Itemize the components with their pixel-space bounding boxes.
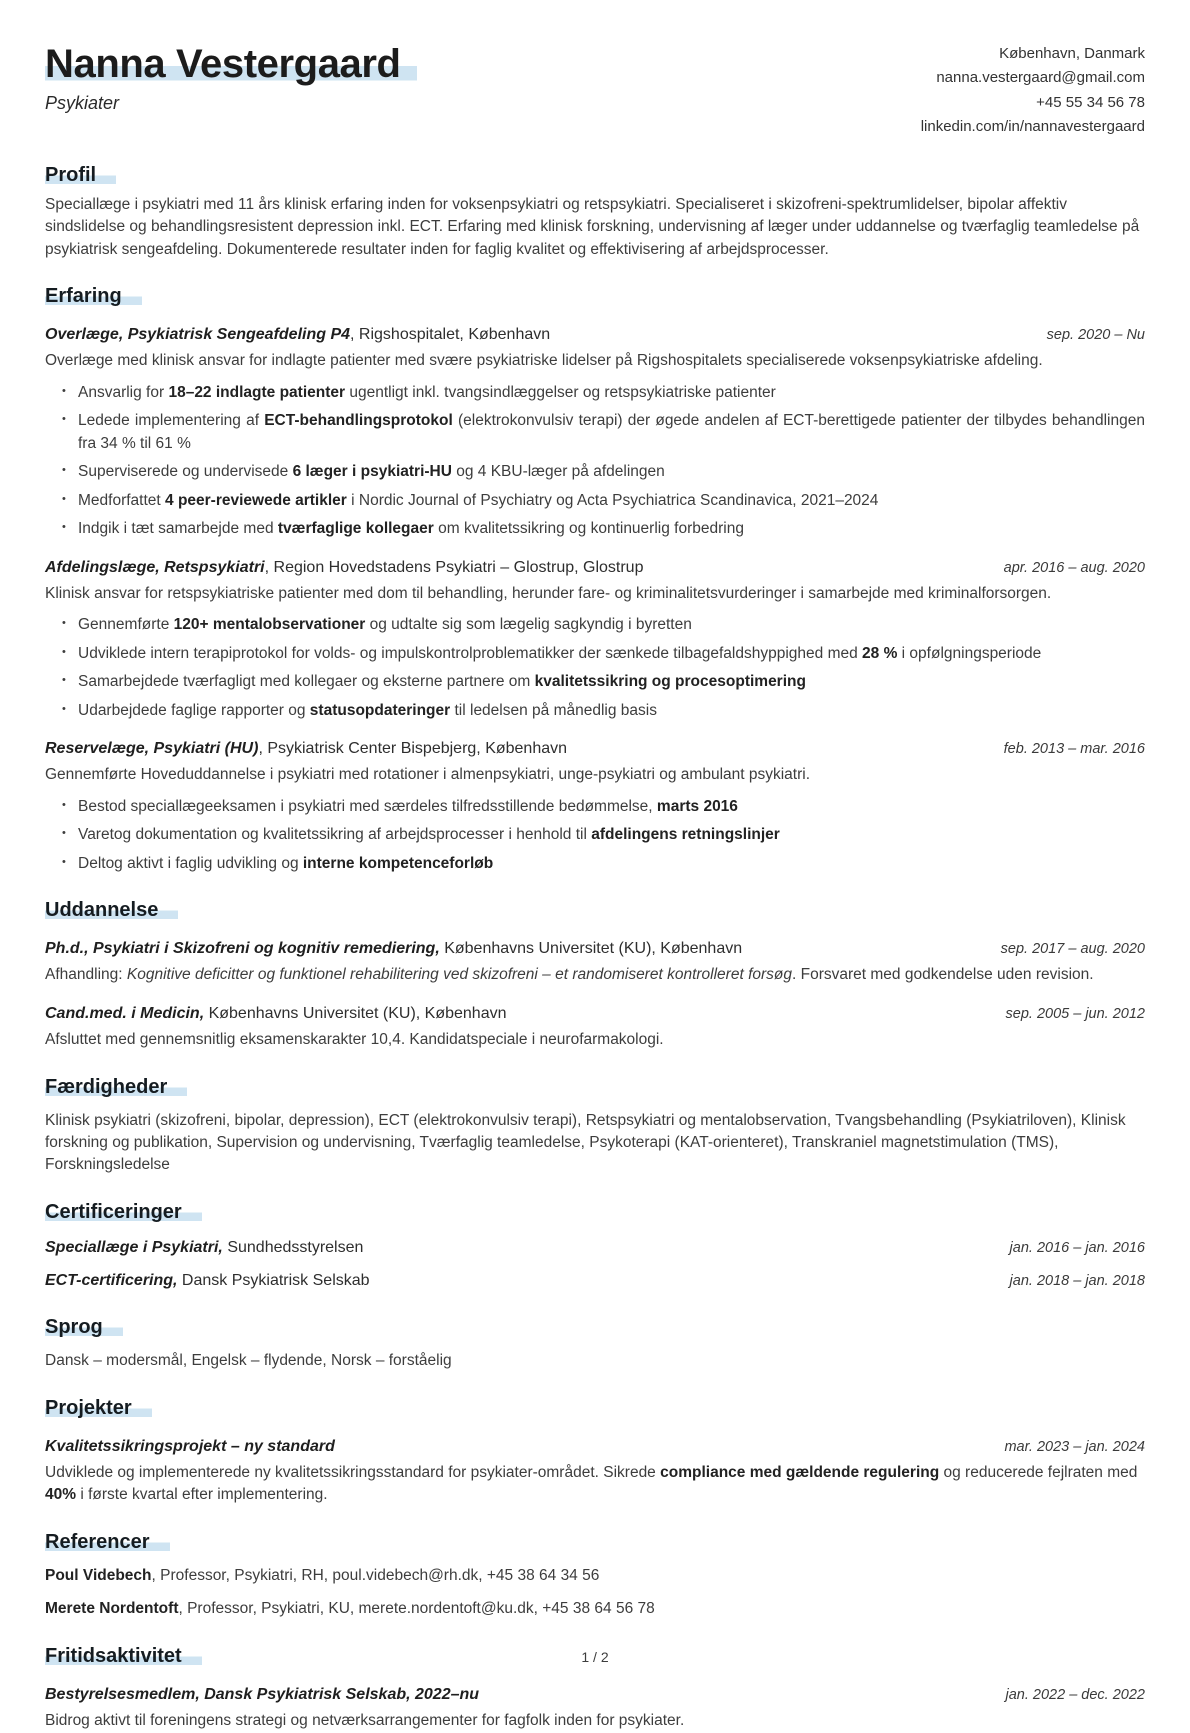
entry-title: ECT-certificering, Dansk Psykiatrisk Selskab	[45, 1272, 370, 1290]
bullet-item: • Indgik i tæt samarbejde med tværfaglige kollegaer om kvalitetssikring og kontinuerlig forbedring	[62, 518, 1145, 540]
education-entry	[45, 937, 1145, 987]
section-heading-fritidsaktivitet: Fritidsaktivitet	[45, 1644, 1145, 1668]
section-heading-referencer: Referencer	[45, 1530, 1145, 1554]
bullet-item: • Medforfattet 4 peer-reviewede artikler i Nordic Journal of Psychiatry og Acta Psychiatrica Scandinavica, 2021–2024	[62, 490, 1145, 512]
entry-head	[45, 1269, 1145, 1292]
contact-email: nanna.vestergaard@gmail.com	[936, 69, 1145, 87]
section-heading-erfaring: Erfaring	[45, 284, 1145, 308]
entry-dates: sep. 2020 – Nu	[1046, 327, 1145, 344]
reference-entry: Merete Nordentoft, Professor, Psykiatri, KU, merete.nordentoft@ku.dk, +45 38 64 56 78	[45, 1600, 655, 1618]
person-name-highlight: Nanna Vestergaard	[45, 42, 417, 86]
section-heading-faerdigheder: Færdigheder	[45, 1075, 1145, 1099]
entry-summary: Gennemførte Hoveduddannelse i psykiatri med rotationer i almenpsykiatri, unge-psykiatri og ambulant psykiatri.	[45, 766, 811, 784]
entry-title: Reservelæge, Psykiatri (HU), Psykiatrisk Center Bispebjerg, København	[45, 740, 568, 758]
entry-head	[45, 1683, 1145, 1706]
entry-summary: Klinisk ansvar for retspsykiatriske patienter med dom til behandling, herunder fare- og kriminalitetsvurderinger i samarbejde med kriminalforsorgen.	[45, 584, 1052, 602]
entry-dates: jan. 2022 – dec. 2022	[1005, 1686, 1145, 1703]
entry-head	[45, 323, 1145, 346]
section-heading-projekter: Projekter	[45, 1396, 1145, 1420]
section-heading-uddannelse: Uddannelse	[45, 898, 1145, 922]
bullet-item: • Udviklede intern terapiprotokol for volds- og impulskontrolproblematikker der sænkede tilbagefaldshyppighed med 28 % i opfølgningsperiode	[62, 643, 1145, 665]
contact-block	[921, 42, 1145, 140]
entry-head	[45, 1002, 1145, 1025]
header	[45, 42, 1145, 140]
entry-description: Bidrog aktivt til foreningens strategi og netværksarrangementer for fagfolk inden for psykiater.	[45, 1712, 685, 1730]
section-uddannelse	[45, 898, 1145, 1051]
entry-title: Bestyrelsesmedlem, Dansk Psykiatrisk Selskab, 2022–nu	[45, 1685, 480, 1703]
bullet-item: • Ansvarlig for 18–22 indlagte patienter ugentligt inkl. tvangsindlæggelser og retspsykiatriske patienter	[62, 382, 1145, 404]
entry-dates: mar. 2023 – jan. 2024	[1004, 1438, 1145, 1455]
profil-text: Speciallæge i psykiatri med 11 års klinisk erfaring inden for voksenpsykiatri og retspsykiatri. Specialiseret i skizofreni-spektrumlidelser, bipolar affektiv sindslidelse og behandlingsresistent depression inkl. ECT. Erfaring med klinisk forskning, undervisning af læger under uddannelse og tværfaglig teamledelse på psykiatrisk sengeafdeling. Dokumenterede resultater inden for faglig kvalitet og effektivisering af arbejdsprocesser.	[45, 195, 1140, 258]
entry-description: Afhandling: Kognitive deficitter og funktionel rehabilitering ved skizofreni – et randomiseret kontrolleret forsøg. Forsvaret med godkendelse uden revision.	[45, 966, 1094, 984]
bullet-list	[45, 796, 1145, 875]
entry-head	[45, 737, 1145, 760]
bullet-item: • Samarbejdede tværfagligt med kollegaer og eksterne partnere om kvalitetssikring og procesoptimering	[62, 671, 1145, 693]
bullet-item: • Udarbejdede faglige rapporter og statusopdateringer til ledelsen på månedlig basis	[62, 700, 1145, 722]
languages-text: Dansk – modersmål, Engelsk – flydende, Norsk – forståelig	[45, 1352, 452, 1370]
activity-entry	[45, 1683, 1145, 1733]
entry-head	[45, 1236, 1145, 1259]
contact-linkedin: linkedin.com/in/nannavestergaard	[920, 118, 1145, 136]
bullet-item: • Bestod speciallægeeksamen i psykiatri med særdeles tilfredsstillende bedømmelse, marts 2016	[62, 796, 1145, 818]
entry-title: Cand.med. i Medicin, Københavns Universitet (KU), København	[45, 1004, 507, 1022]
bullet-item: • Gennemførte 120+ mentalobservationer og udtalte sig som lægelig sagkyndig i byretten	[62, 614, 1145, 636]
entry-description: Udviklede og implementerede ny kvalitetssikringsstandard for psykiater-området. Sikrede compliance med gældende regulering og reducerede fejlraten med 40% i første kvartal efter implementering.	[45, 1463, 1138, 1504]
bullet-list	[45, 382, 1145, 541]
entry-dates: jan. 2016 – jan. 2016	[1009, 1239, 1145, 1256]
experience-entry	[45, 323, 1145, 540]
certification-entry	[45, 1236, 1145, 1259]
skills-text: Klinisk psykiatri (skizofreni, bipolar, depression), ECT (elektrokonvulsiv terapi), Retspsykiatri og mentalobservation, Tvangsbehandling (Psykiatriloven), Klinisk forskning og publikation, Supervision og undervisning, Tværfaglig teamledelse, Psykoterapi (KAT-orienteret), Transkraniel magnetstimulation (TMS), Forskningsledelse	[45, 1111, 1126, 1174]
entry-dates: jan. 2018 – jan. 2018	[1009, 1273, 1145, 1290]
entry-dates: apr. 2016 – aug. 2020	[1003, 559, 1145, 576]
entry-summary: Overlæge med klinisk ansvar for indlagte patienter med svære psykiatriske lidelser på Rigshospitalets specialiserede voksenpsykiatriske afdeling.	[45, 352, 1043, 370]
section-faerdigheder	[45, 1075, 1145, 1177]
person-job-title: Psykiater	[45, 92, 120, 113]
section-heading-certificeringer: Certificeringer	[45, 1200, 1145, 1224]
entry-title: Speciallæge i Psykiatri, Sundhedsstyrelsen	[45, 1238, 364, 1256]
bullet-list	[45, 614, 1145, 722]
bullet-item: • Varetog dokumentation og kvalitetssikring af arbejdsprocesser i henhold til afdelingens retningslinjer	[62, 824, 1145, 846]
section-heading-profil: Profil	[45, 163, 1145, 187]
reference-entry: Poul Videbech, Professor, Psykiatri, RH, poul.videbech@rh.dk, +45 38 64 34 56	[45, 1566, 600, 1584]
project-entry	[45, 1435, 1145, 1507]
entry-dates: sep. 2005 – jun. 2012	[1005, 1005, 1145, 1022]
experience-entry	[45, 556, 1145, 723]
page-number: 1 / 2	[581, 1648, 609, 1665]
entry-head	[45, 1435, 1145, 1458]
section-sprog	[45, 1315, 1145, 1372]
section-erfaring	[45, 284, 1145, 875]
entry-title: Overlæge, Psykiatrisk Sengeafdeling P4, Rigshospitalet, København	[45, 326, 551, 344]
entry-head	[45, 556, 1145, 579]
entry-title: Ph.d., Psykiatri i Skizofreni og kognitiv remediering, Københavns Universitet (KU), København	[45, 940, 743, 958]
bullet-item: • Ledede implementering af ECT-behandlingsprotokol (elektrokonvulsiv terapi) der øgede andelen af ECT-berettigede patienter der tilbydes behandlingen fra 34 % til 61 %	[62, 410, 1145, 455]
certification-entry	[45, 1269, 1145, 1292]
contact-phone: +45 55 34 56 78	[1036, 93, 1145, 111]
entry-head	[45, 937, 1145, 960]
header-identity	[45, 42, 417, 116]
section-projekter	[45, 1396, 1145, 1507]
bullet-item: • Superviserede og undervisede 6 læger i psykiatri-HU og 4 KBU-læger på afdelingen	[62, 461, 1145, 483]
person-name	[45, 42, 417, 87]
bullet-item: • Deltog aktivt i faglig udvikling og interne kompetenceforløb	[62, 853, 1145, 875]
entry-description: Afsluttet med gennemsnitlig eksamenskarakter 10,4. Kandidatspeciale i neurofarmakologi.	[45, 1031, 664, 1049]
entry-title: Afdelingslæge, Retspsykiatri, Region Hovedstadens Psykiatri – Glostrup, Glostrup	[45, 558, 644, 576]
section-profil	[45, 163, 1145, 261]
section-referencer	[45, 1530, 1145, 1621]
entry-dates: sep. 2017 – aug. 2020	[1000, 941, 1145, 958]
section-heading-sprog: Sprog	[45, 1315, 1145, 1339]
entry-title: Kvalitetssikringsprojekt – ny standard	[45, 1437, 335, 1455]
contact-location: København, Danmark	[999, 45, 1145, 62]
education-entry	[45, 1002, 1145, 1052]
experience-entry	[45, 737, 1145, 875]
section-certificeringer	[45, 1200, 1145, 1292]
entry-dates: feb. 2013 – mar. 2016	[1003, 741, 1145, 758]
